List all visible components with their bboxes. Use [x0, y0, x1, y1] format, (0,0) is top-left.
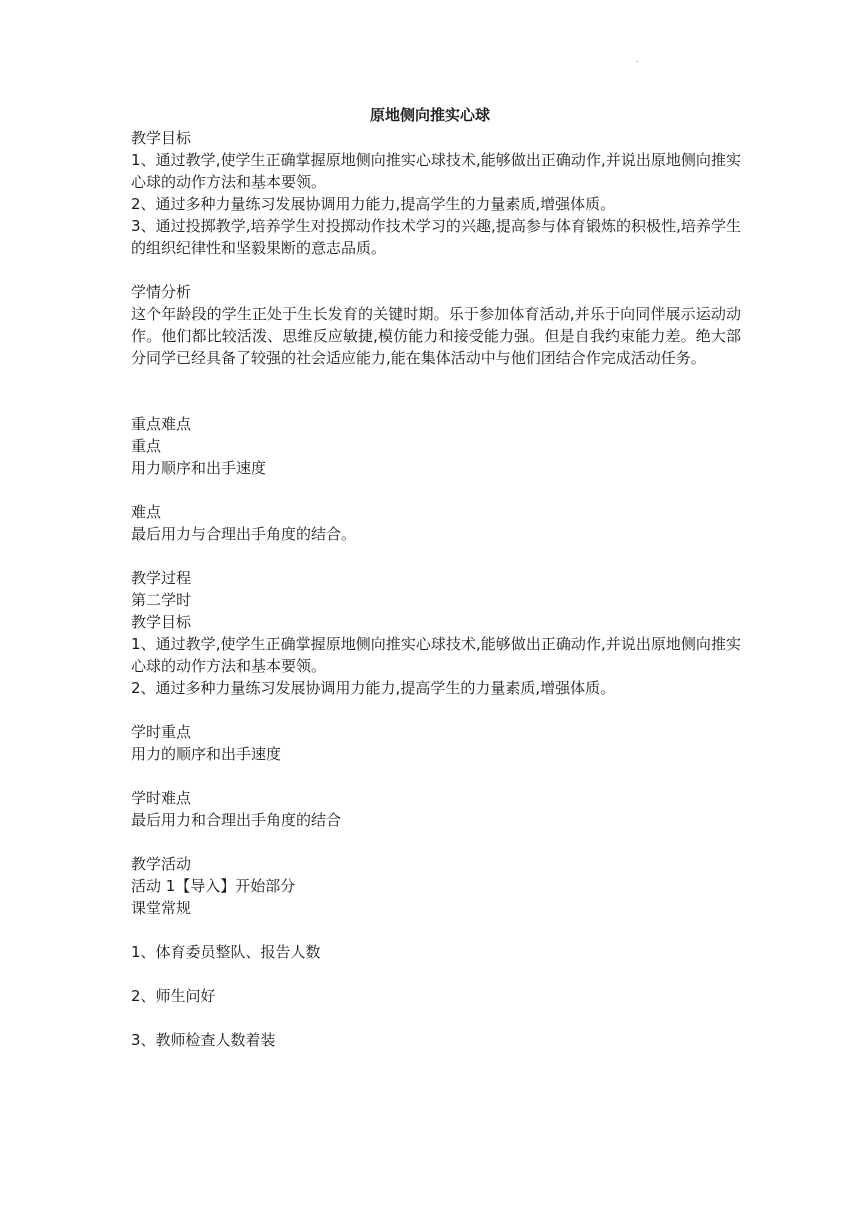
objective-item: 2、通过多种力量练习发展协调用力能力,提高学生的力量素质,增强体质。	[131, 195, 616, 213]
difficulty-text: 最后用力与合理出手角度的结合。	[131, 525, 357, 543]
routine-step: 2、师生问好	[131, 987, 216, 1005]
lesson-difficulty-label: 学时难点	[131, 789, 192, 807]
analysis-paragraph: 这个年龄段的学生正处于生长发育的关键时期。乐于参加体育活动,并乐于向同伴展示运动动作。他们都比较活泼、思维反应敏捷,模仿能力和接受能力强。但是自我约束能力差。绝大部分同学已经具备了较强的社会适应能力,能在集体活动中与他们团结合作完成活动任务。	[131, 305, 741, 367]
section-heading-activities: 教学活动	[131, 855, 192, 873]
lesson-key-label: 学时重点	[131, 723, 192, 741]
objective-item: 1、通过教学,使学生正确掌握原地侧向推实心球技术,能够做出正确动作,并说出原地侧向推实心球的动作方法和基本要领。	[131, 151, 741, 191]
lesson-objective-item: 1、通过教学,使学生正确掌握原地侧向推实心球技术,能够做出正确动作,并说出原地侧向推实心球的动作方法和基本要领。	[131, 635, 741, 675]
lesson-key-text: 用力的顺序和出手速度	[131, 745, 282, 763]
document-title: 原地侧向推实心球	[369, 106, 490, 124]
section-heading-objectives: 教学目标	[131, 129, 192, 147]
routine-step: 3、教师检查人数着装	[131, 1031, 276, 1049]
difficulty-label: 难点	[131, 503, 162, 521]
key-point-label: 重点	[131, 437, 162, 455]
routine-label: 课堂常规	[131, 899, 192, 917]
routine-step: 1、体育委员整队、报告人数	[131, 943, 321, 961]
objective-item: 3、通过投掷教学,培养学生对投掷动作技术学习的兴趣,提高参与体育锻炼的积极性,培养学生的组织纪律性和坚毅果断的意志品质。	[131, 217, 741, 257]
section-heading-key-points: 重点难点	[131, 415, 192, 433]
lesson-objective-item: 2、通过多种力量练习发展协调用力能力,提高学生的力量素质,增强体质。	[131, 679, 616, 697]
section-heading-analysis: 学情分析	[131, 283, 192, 301]
activity-title: 活动 1【导入】开始部分	[131, 877, 296, 895]
key-point-text: 用力顺序和出手速度	[131, 459, 267, 477]
document-body	[131, 127, 741, 1051]
lesson-difficulty-text: 最后用力和合理出手角度的结合	[131, 811, 342, 829]
lesson-label: 第二学时	[131, 591, 192, 609]
header-mark: .	[636, 55, 639, 64]
lesson-objectives-heading: 教学目标	[131, 613, 192, 631]
section-heading-process: 教学过程	[131, 569, 192, 587]
